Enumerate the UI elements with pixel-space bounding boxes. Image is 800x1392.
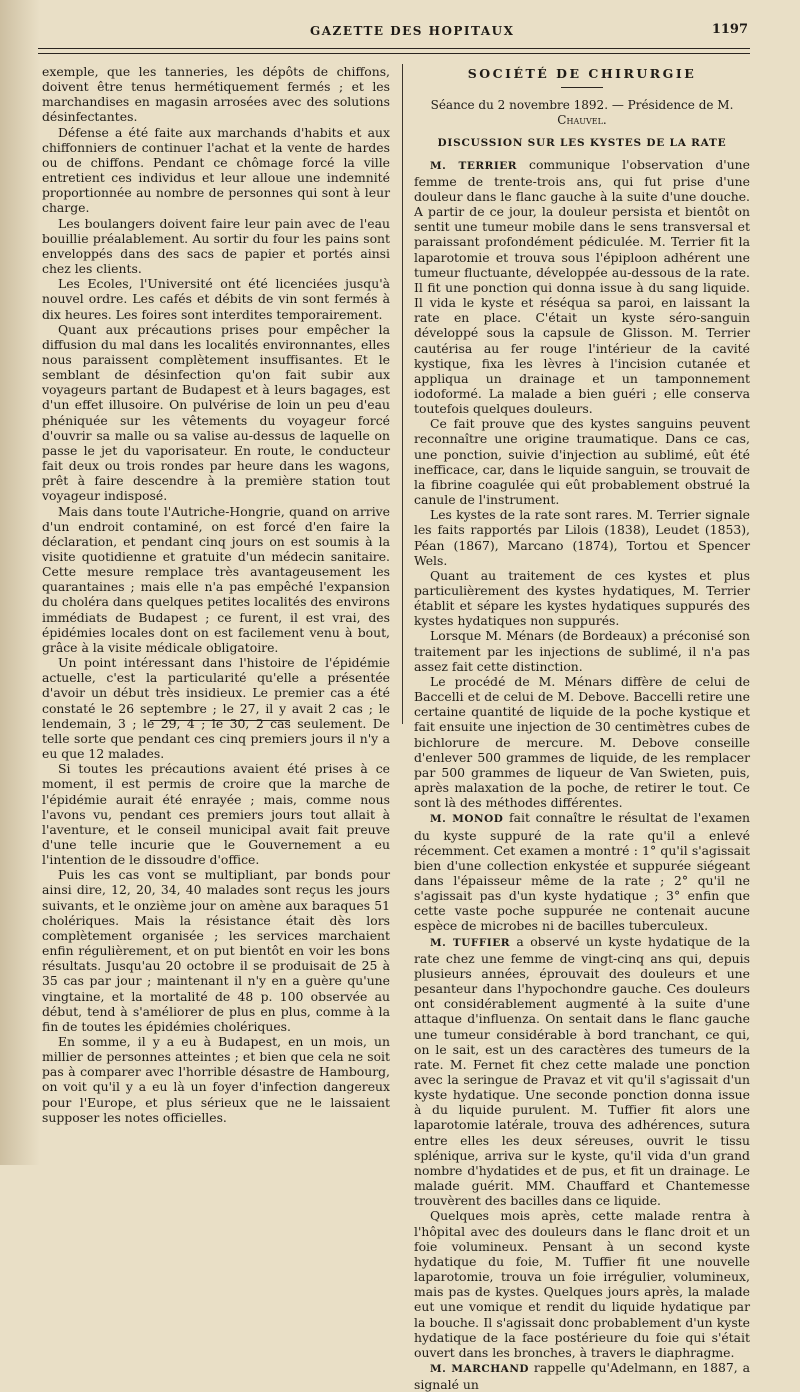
discussion-title: DISCUSSION SUR LES KYSTES DE LA RATE bbox=[437, 137, 727, 150]
header-rule bbox=[38, 48, 750, 49]
right-paragraph bbox=[414, 628, 750, 673]
column-divider bbox=[402, 64, 403, 724]
end-of-article-rule bbox=[150, 720, 290, 721]
left-paragraph: Quant aux précautions prises pour empêcher la diffusion du mal dans les localités environnantes, elles nous paraissent complètement insuffisantes. Et le semblant de désinfection qu'on fait subir aux voyageurs partant de Budapest et à leurs bagages, est d'un effet illusoire. On pulvérise de loin un peu d'eau phéniquée sur les vêtements du voyageur forcé d'ouvrir sa malle ou sa valise au-dessus de laquelle on passe le jet du vaporisateur. En route, le conducteur fait deux ou trois rondes par heure dans les wagons, prêt à faire descendre à la première station tout voyageur indisposé. bbox=[42, 321, 390, 504]
left-paragraph: Mais dans toute l'Autriche-Hongrie, quand on arrive d'un endroit contaminé, on est forcé d'en faire la déclaration, et pendant cinq jours on est soumis à la visite quotidienne et gratuite d'un médecin sanitaire. Cette mesure remplace très avantageusement les quarantaines ; mais elle n'a pas empêché l'expansion du choléra dans quelques petites localités des environs immédiats de Budapest ; ce furent, il est vrai, des épidémies locales dont on est facilement venu à bout, grâce à la visite médicale obligatoire. bbox=[42, 503, 390, 655]
left-paragraph: Les boulangers doivent faire leur pain avec de l'eau bouillie préalablement. Au sortir du four les pains sont enveloppés dans des sacs de papier et portés ainsi chez les clients. bbox=[42, 215, 390, 277]
paragraph-text: Quant au traitement de ces kystes et plus particulièrement des kystes hydatiques, M. Terrier établit et sépare les kystes hydatiques suppurés des kystes hydatiques non suppurés. bbox=[414, 567, 750, 629]
page-gutter-shadow bbox=[0, 0, 40, 1165]
session-line bbox=[414, 98, 750, 128]
right-paragraph bbox=[414, 157, 750, 417]
left-paragraph: Puis les cas vont se multipliant, par bonds pour ainsi dire, 12, 20, 34, 40 malades sont reçus les jours suivants, et le onzième jour on amène aux baraques 51 cholériques. Mais la résistance était dès lors complètement organisée ; les services marchaient enfin régulièrement, et on put bientôt en voir les bons résultats. Jusqu'au 20 octobre il se produisait de 25 à 35 cas par jour ; maintenant il n'y en a guère qu'une vingtaine, et la mortalité de 48 p. 100 observée au début, tend à s'améliorer de plus en plus, comme à la fin de toutes les épidémies cholériques. bbox=[42, 867, 390, 1034]
paragraph-text: rappelle qu'Adelmann, en 1887, a signalé un bbox=[414, 1359, 750, 1392]
right-paragraph bbox=[414, 1208, 750, 1360]
page-number: 1197 bbox=[711, 22, 748, 37]
speaker-name: M. TUFFIER bbox=[430, 936, 510, 949]
paragraph-text: Le procédé de M. Ménars diffère de celui de Baccelli et de celui de M. Debove. Baccelli retire une certaine quantité de liquide de la poche kystique et fait ensuite une injection de 30 centimètres cubes de bichlorure de mercure. M. Debove conseille d'enlever 500 grammes de liquide, de les remplacer par 500 grammes de liqueur de Van Swieten, puis, après malaxation de la poche, de retirer le tout. Ce sont là des méthodes différentes. bbox=[414, 673, 750, 811]
right-paragraph bbox=[414, 934, 750, 1209]
left-paragraph: Défense a été faite aux marchands d'habits et aux chiffonniers de continuer l'achat et la vente de hardes ou de chiffons. Pendant ce chômage forcé la ville entretient ces individus et leur alloue une indemnité proportionnée au nombre de personnes qui sont à leur charge. bbox=[42, 124, 390, 216]
paragraph-text: fait connaître le résultat de l'examen du kyste suppuré de la rate qu'il a enlevé récemment. Cet examen a montré : 1° qu'il s'agissait bien d'une collection enkystée et suppurée siégeant dans l'épaisseur même de la rate ; 2° qu'il ne s'agissait pas d'un kyste hydatique ; 3° enfin que cette vaste poche suppurée ne contenait aucune espèce de microbes ni de bacilles tuberculeux. bbox=[414, 810, 751, 934]
left-paragraph: En somme, il y a eu à Budapest, en un mois, un millier de personnes atteintes ; et bien que cela ne soit pas à comparer avec l'horrible désastre de Hambourg, on voit qu'il y a eu là un foyer d'infection dangereux pour l'Europe, et plus sérieux que ne le laissaient supposer les notes officielles. bbox=[42, 1034, 390, 1125]
paragraph-text: Les kystes de la rate sont rares. M. Terrier signale les faits rapportés par Lilois (1838), Leudet (1853), Péan (1867), Marcano (1874), Tortou et Spencer Wels. bbox=[414, 507, 750, 568]
journal-title: GAZETTE DES HOPITAUX bbox=[310, 24, 515, 38]
right-paragraph bbox=[414, 568, 750, 629]
right-paragraph bbox=[414, 416, 750, 507]
paragraph-text: a observé un kyste hydatique de la rate chez une femme de vingt-cinq ans qui, depuis plusieurs années, éprouvait des douleurs et une pesanteur dans l'hypochondre gauche. Ces douleurs ont considérablement augmenté à la suite d'une attaque d'influenza. On sentait dans le flanc gauche une tumeur considérable à bord tranchant, ce qui, on le sait, est un des caractères des tumeurs de la rate. M. Fernet fit chez cette malade une ponction avec la seringue de Pravaz et vit qu'il s'agissait d'un kyste hydatique. Une seconde ponction donna issue à du liquide purulent. M. Tuffier fit alors une laparotomie latérale, trouva des adhérences, sutura entre elles les deux séreuses, ouvrit le tissu splénique, arriva sur le kyste, qu'il vida d'un grand nombre d'hydatides et de pus, et fit un drainage. Le malade guérit. MM. Chauffard et Chantemesse trouvèrent des bacilles dans ce liquide. bbox=[414, 933, 750, 1209]
section-title: SOCIÉTÉ DE CHIRURGIE bbox=[467, 66, 697, 81]
paragraph-text: communique l'observation d'une femme de trente-trois ans, qui fut prise d'une douleur dans le flanc gauche à la suite d'une douche. A partir de ce jour, la douleur persista et bientôt on sentit une tumeur mobile dans le sens transversal et paraissant profondément pédiculée. M. Terrier fit la laparotomie et trouva sous l'épiploon adhérent une tumeur fluctuante, développée au-dessous de la rate. Il fit une ponction qui donna issue à du sang liquide. Il vida le kyste et réséqua sa paroi, en laissant la rate en place. C'était un kyste séro-sanguin développé sous la capsule de Glisson. M. Terrier cautérisa au fer rouge l'intérieur de la cavité kystique, fixa les lèvres à l'incision cutanée et appliqua un drainage et un tamponnement iodoformé. La malade a bien guéri ; elle conserva toutefois quelques douleurs. bbox=[414, 156, 750, 417]
running-head bbox=[0, 22, 800, 44]
left-paragraph: Les Ecoles, l'Université ont été licenciées jusqu'à nouvel ordre. Les cafés et débits de vin sont fermés à dix heures. Les foires sont interdites temporairement. bbox=[42, 276, 390, 322]
right-paragraph bbox=[414, 1360, 750, 1392]
left-paragraph: Un point intéressant dans l'histoire de l'épidémie actuelle, c'est la particularité qu'elle a présentée d'avoir un début très insidieux. Le premier cas a été constaté le 26 septembre ; le 27, il y avait 2 cas ; le lendemain, 3 ; le 29, 4 ; le 30, 2 cas seulement. De telle sorte que pendant ces cinq premiers jours il n'y a eu que 12 malades. bbox=[42, 655, 390, 762]
right-column bbox=[414, 64, 750, 1392]
left-paragraph: exemple, que les tanneries, les dépôts de chiffons, doivent être tenus hermétiquement fermés ; et les marchandises en magasin arrosées avec des solutions désinfectantes. bbox=[42, 64, 390, 125]
right-paragraph bbox=[414, 810, 750, 933]
speaker-name: M. MARCHAND bbox=[430, 1362, 530, 1375]
paragraph-text: Ce fait prouve que des kystes sanguins peuvent reconnaître une origine traumatique. Dans ce cas, une ponction, suivie d'injection au sublimé, eût été inefficace, car, dans le liquide sanguin, se trouvait de la fibrine coagulée qui eût probablement obstrué la canule de l'instrument. bbox=[414, 416, 750, 508]
session-text: Séance du 2 novembre 1892. — Présidence de M. bbox=[430, 98, 734, 113]
header-rule-thin bbox=[38, 53, 750, 54]
left-paragraph: Si toutes les précautions avaient été prises à ce moment, il est permis de croire que la marche de l'épidémie aurait été enrayée ; mais, comme nous l'avons vu, pendant ces premiers jours tout allait à l'aventure, et le conseil municipal avait fait preuve d'une telle incurie que le Gouvernement a eu l'intention de le dissoudre d'office. bbox=[42, 761, 390, 868]
paragraph-text: Lorsque M. Ménars (de Bordeaux) a préconisé son traitement par les injections de sublimé, il n'a pas assez fait cette distinction. bbox=[414, 628, 750, 674]
speaker-name: M. MONOD bbox=[430, 813, 504, 826]
right-paragraph bbox=[414, 507, 750, 568]
right-paragraph bbox=[414, 674, 750, 810]
session-president: Chauvel. bbox=[557, 113, 607, 128]
paragraph-text: Quelques mois après, cette malade rentra à l'hôpital avec des douleurs dans le flanc droit et un foie volumineux. Pensant à un second kyste hydatique du foie, M. Tuffier fit une nouvelle laparotomie, trouva un foie irrégulier, volumineux, mais pas de kystes. Quelques jours après, la malade eut une vomique et rendit du liquide hydatique par la bouche. Il s'agissait donc probablement d'un kyste hydatique de la face postérieure du foie qui s'était ouvert dans les bronches, à travers le diaphragme. bbox=[414, 1208, 750, 1360]
left-column bbox=[42, 64, 390, 1125]
section-rule bbox=[561, 87, 603, 88]
speaker-name: M. TERRIER bbox=[430, 159, 517, 172]
